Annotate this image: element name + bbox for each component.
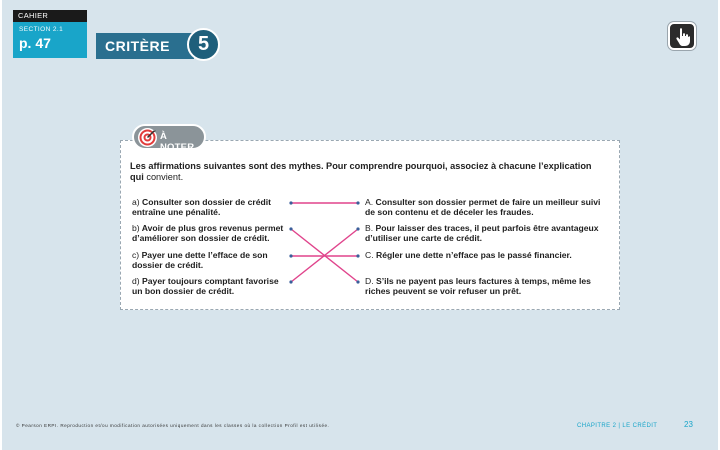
myth-letter: a) — [132, 197, 140, 207]
match-dot-A — [356, 201, 359, 204]
page-number: 23 — [684, 420, 693, 429]
explanation-text: Consulter son dossier permet de faire un meilleur suivi de son contenu et de déceler les fraudes. — [365, 197, 601, 218]
match-dot-C — [356, 254, 359, 257]
instructions-plain: convient. — [146, 171, 184, 182]
explanation-text: Régler une dette n’efface pas le passé financier. — [375, 250, 572, 260]
match-dot-d — [289, 280, 292, 283]
myth-text: Payer une dette l’efface de son dossier de crédit. — [132, 250, 268, 271]
match-dot-b — [289, 227, 292, 230]
myth-letter: c) — [132, 250, 140, 260]
match-dot-c — [289, 254, 292, 257]
matching-lines — [2, 0, 720, 450]
myth-letter: d) — [132, 276, 140, 286]
explanation-letter: C. — [365, 250, 374, 260]
explanation-text: S’ils ne payent pas leurs factures à temps, même les riches peuvent se voir refuser un prêt. — [365, 276, 591, 297]
myth-text: Consulter son dossier de crédit entraîne une pénalité. — [132, 197, 271, 218]
badge-section-label: SECTION 2.1 — [19, 26, 64, 33]
critere-number: 5 — [187, 28, 220, 61]
explanation-letter: D. — [365, 276, 374, 286]
myth-letter: b) — [132, 223, 140, 233]
copyright-notice: © Pearson ERPI. Reproduction et/ou modification autorisées uniquement dans les classes où la collection Profil est utilisée. — [16, 423, 330, 428]
explanation-letter: B. — [365, 223, 374, 233]
note-label: À NOTER — [160, 131, 195, 153]
explanation-letter: A. — [365, 197, 374, 207]
myth-text: Avoir de plus gros revenus permet d’améliorer son dossier de crédit. — [132, 223, 284, 244]
critere-label: CRITÈRE — [96, 33, 194, 59]
badge-cahier-label: CAHIER — [13, 10, 87, 22]
explanation-text: Pour laisser des traces, il peut parfois être avantageux d’utiliser une carte de crédit. — [365, 223, 599, 244]
match-dot-B — [356, 227, 359, 230]
myth-text: Payer toujours comptant favorise un bon dossier de crédit. — [132, 276, 279, 297]
match-dot-a — [289, 201, 292, 204]
match-dot-D — [356, 280, 359, 283]
chapter-label: CHAPITRE 2 | LE CRÉDIT — [577, 423, 658, 429]
instructions-bold: Les affirmations suivantes sont des mythes. Pour comprendre pourquoi, associez à chacune l’explication qui — [130, 161, 592, 182]
badge-page-number: p. 47 — [19, 35, 51, 51]
